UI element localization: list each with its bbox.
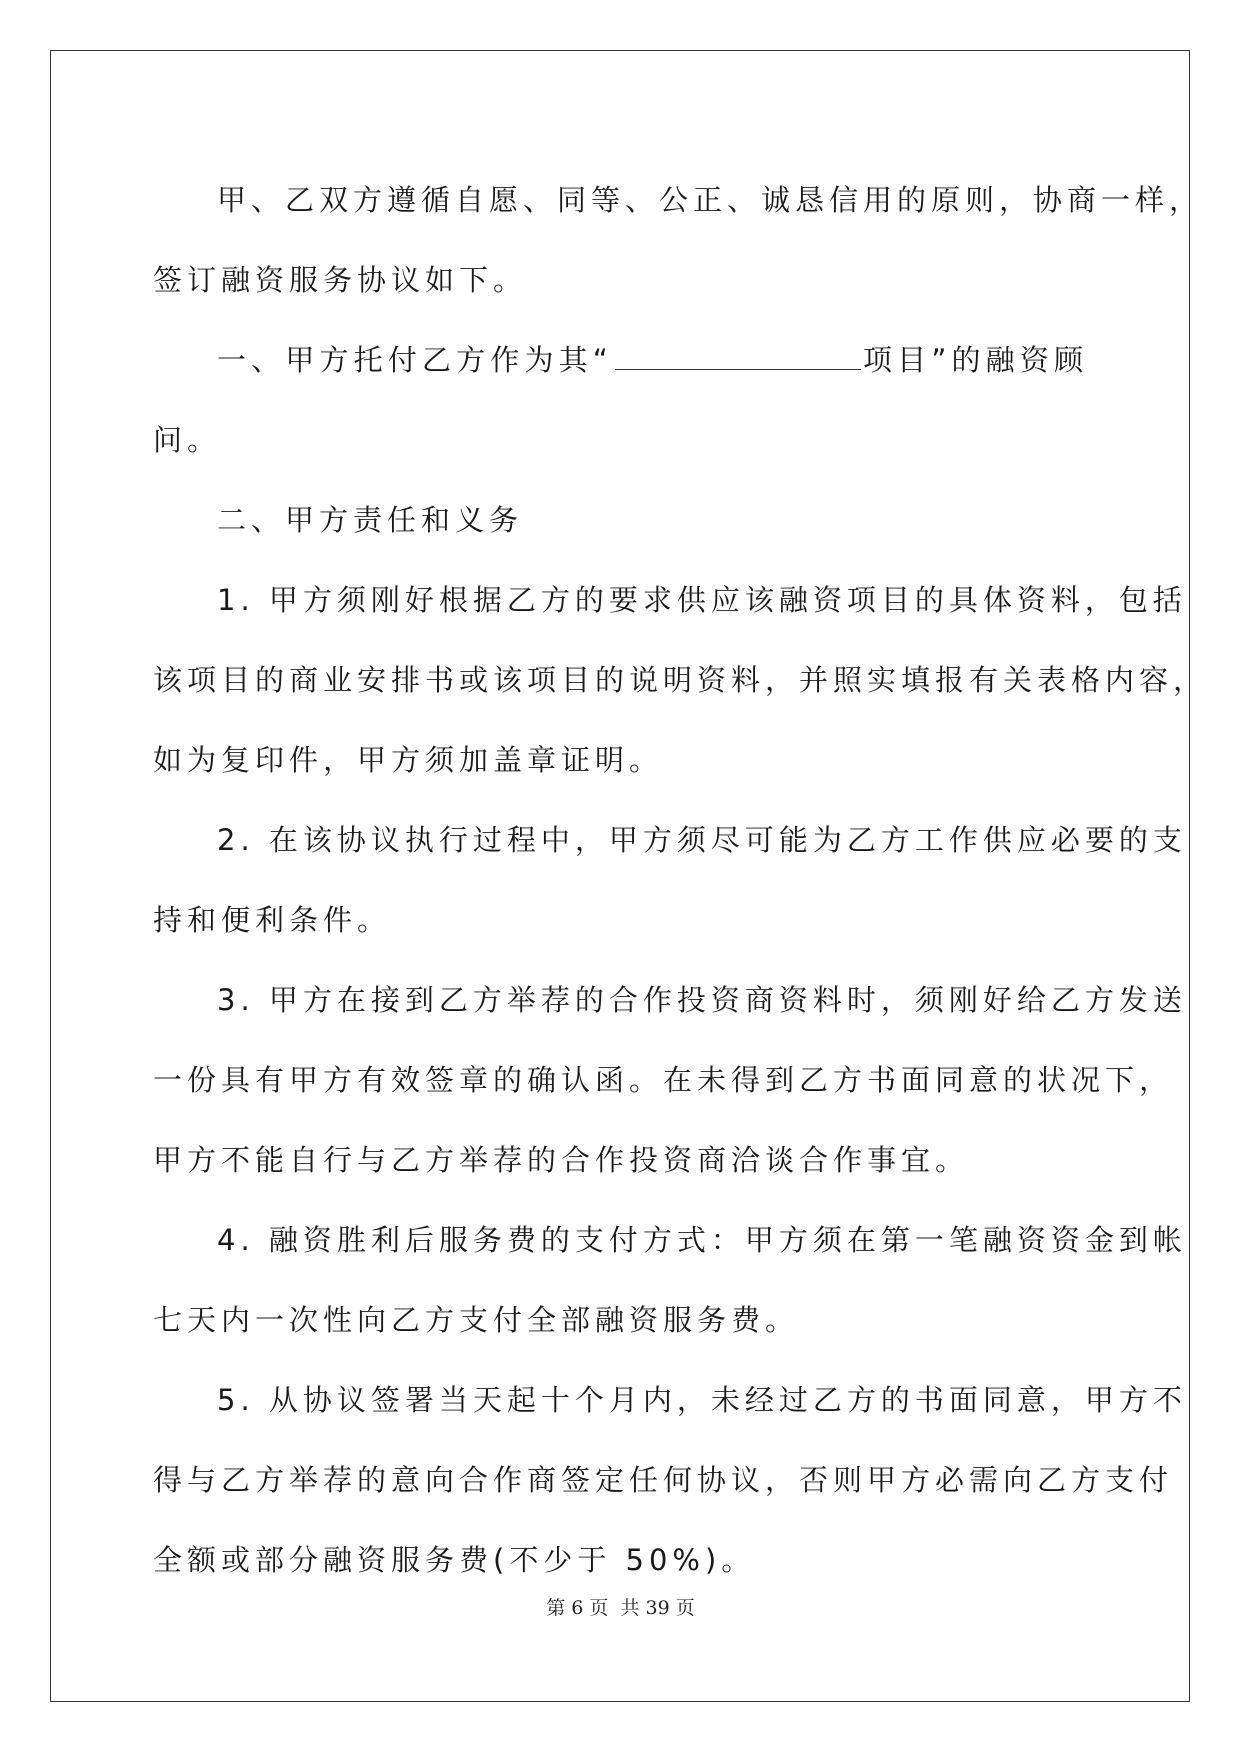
paragraph-item-2 — [153, 800, 1187, 960]
text-line: 5. 从协议签署当天起十个月内，未经过乙方的书面同意，甲方不 — [217, 1383, 1187, 1417]
text-line: 2. 在该协议执行过程中，甲方须尽可能为乙方工作供应必要的支 — [217, 823, 1187, 857]
page-footer — [0, 1593, 1241, 1620]
page-total: 共 39 页 — [620, 1597, 695, 1619]
paragraph-clause-1 — [153, 320, 1088, 480]
clause-1-suffix: 项目”的融资顾问。 — [153, 343, 1088, 457]
text-line: 该项目的商业安排书或该项目的说明资料，并照实填报有关表格内容， — [153, 663, 1208, 697]
project-name-blank — [615, 341, 861, 370]
paragraph-item-5 — [153, 1360, 1187, 1600]
text-line: 签订融资服务协议如下。 — [153, 263, 528, 297]
text-line: 1. 甲方须刚好根据乙方的要求供应该融资项目的具体资料，包括 — [217, 583, 1187, 617]
paragraph-item-4 — [153, 1200, 1187, 1360]
paragraph-item-3 — [153, 960, 1187, 1200]
paragraph-clause-2-heading — [153, 480, 1088, 560]
paragraph-intro — [153, 160, 1204, 320]
page-number: 第 6 页 — [546, 1597, 609, 1619]
text-line: 一份具有甲方有效签章的确认函。在未得到乙方书面同意的状况下， — [153, 1063, 1174, 1097]
paragraph-item-1 — [153, 560, 1208, 800]
section-heading: 二、甲方责任和义务 — [217, 503, 524, 537]
text-line: 甲、乙双方遵循自愿、同等、公正、诚恳信用的原则，协商一样， — [217, 183, 1204, 217]
text-line: 3. 甲方在接到乙方举荐的合作投资商资料时，须刚好给乙方发送 — [217, 983, 1187, 1017]
text-line: 如为复印件，甲方须加盖章证明。 — [153, 743, 664, 777]
text-line: 全额或部分融资服务费(不少于 50%)。 — [153, 1543, 756, 1577]
text-line: 七天内一次性向乙方支付全部融资服务费。 — [153, 1303, 800, 1337]
text-line: 甲方不能自行与乙方举荐的合作投资商洽谈合作事宜。 — [153, 1143, 970, 1177]
document-body — [153, 160, 1208, 1600]
text-line: 4. 融资胜利后服务费的支付方式：甲方须在第一笔融资资金到帐 — [217, 1223, 1187, 1257]
text-line: 持和便利条件。 — [153, 903, 392, 937]
clause-1-prefix: 一、甲方托付乙方作为其“ — [217, 343, 613, 377]
text-line: 得与乙方举荐的意向合作商签定任何协议，否则甲方必需向乙方支付 — [153, 1463, 1174, 1497]
